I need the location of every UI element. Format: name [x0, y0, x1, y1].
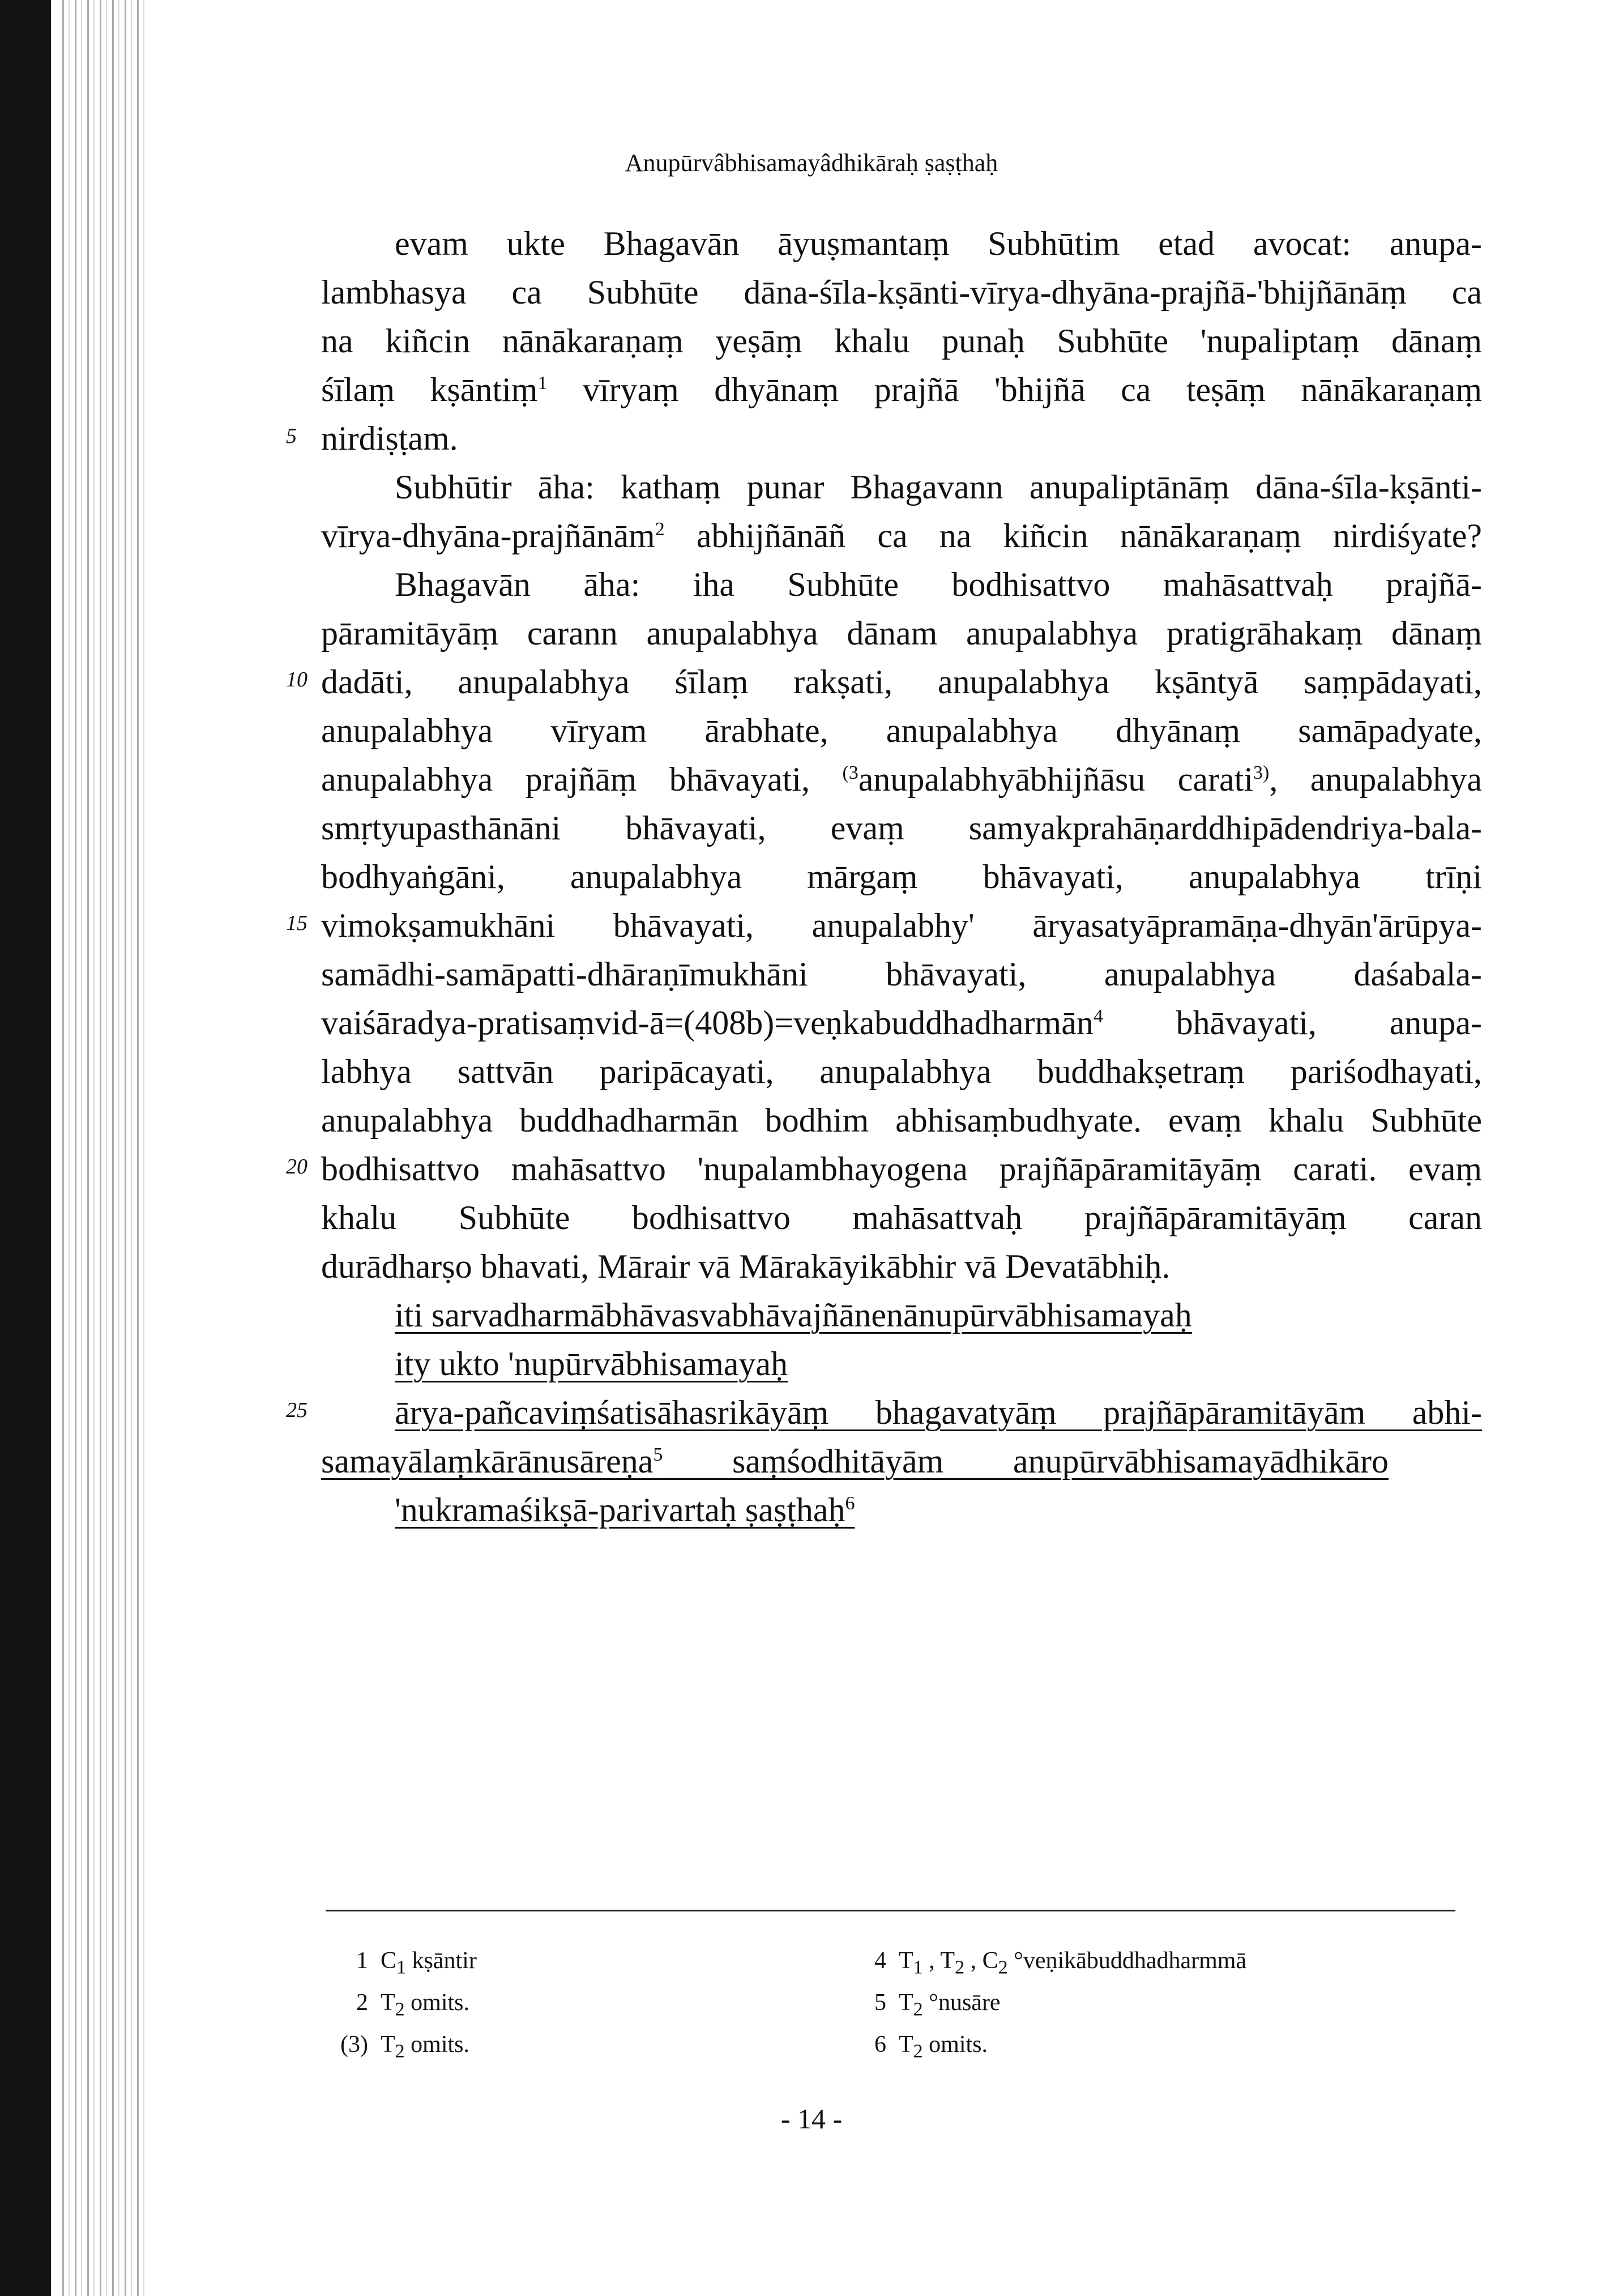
colophon-line-3: ārya-pañcaviṃśatisāhasrikāyāṃ bhagavatyāṃ prajñāpāramitāyām abhi- — [395, 1394, 1482, 1431]
line-number-10: 10 — [286, 668, 307, 692]
text-line-18: labhya sattvān paripācayati, anupalabhya buddhakṣetraṃ pariśodhayati, — [321, 1053, 1482, 1090]
footnote-ref-3-open: (3 — [842, 762, 859, 783]
text-line-15: vimokṣamukhāni bhāvayati, anupalabhy' āryasatyāpramāṇa-dhyān'ārūpya- — [321, 907, 1482, 944]
line-number-20: 20 — [286, 1155, 307, 1179]
text-line-7: vīrya-dhyāna-prajñānām$^2$ abhijñānāñ ca na kiñcin nānākaraṇaṃ nirdiśyate? — [321, 517, 1482, 554]
text-line-22: durādharṣo bhavati, Mārair vā Mārakāyikābhir vā Devatābhiḥ. — [321, 1248, 1171, 1285]
text-line-12: anupalabhya prajñāṃ bhāvayati, $^{(3}$anupalabhyābhijñāsu carati$^{3)}$, anupalabhya — [321, 761, 1482, 798]
text-line-5: nirdiṣṭam. — [321, 420, 458, 457]
footnote-ref-4: 4 — [1093, 1006, 1103, 1027]
footnote-ref-6: 6 — [845, 1493, 855, 1514]
text-line-17: vaiśāradya-pratisaṃvid-ā=(408b)=veṇkabuddhadharmān$^4$ bhāvayati, anupa- — [321, 1004, 1482, 1042]
footnote-5: 5 $T_2$ °nusāre — [874, 1990, 1001, 2020]
text-line-20: bodhisattvo mahāsattvo 'nupalambhayogena prajñāpāramitāyāṃ carati. evaṃ — [321, 1150, 1482, 1188]
footnote-2: 2 $T_2$ omits. — [356, 1990, 470, 2020]
text-line-21: khalu Subhūte bodhisattvo mahāsattvaḥ prajñāpāramitāyāṃ caran — [321, 1199, 1482, 1236]
running-header: Anupūrvâbhisamayâdhikāraḥ ṣaṣṭhaḥ — [625, 149, 998, 177]
footnote-ref-5: 5 — [653, 1444, 663, 1465]
colophon-line-5: 'nukramaśikṣā-parivartaḥ ṣaṣṭhaḥ$^6$ — [395, 1491, 855, 1529]
text-line-2: lambhasya ca Subhūte dāna-śīla-kṣānti-vīrya-dhyāna-prajñā-'bhijñānāṃ ca — [321, 274, 1482, 311]
text-line-4: śīlaṃ kṣāntiṃ$^1$ vīryaṃ dhyānaṃ prajñā 'bhijñā ca teṣāṃ nānākaraṇaṃ — [321, 371, 1483, 408]
scan-shadow-edge — [0, 0, 51, 2296]
text-line-6: Subhūtir āha: kathaṃ punar Bhagavann anupaliptānāṃ dāna-śīla-kṣānti- — [395, 468, 1482, 506]
line-number-5: 5 — [286, 424, 297, 448]
line-number-15: 15 — [286, 911, 307, 935]
colophon-line-1: iti sarvadharmābhāvasvabhāvajñānenānupūrvābhisamayaḥ — [395, 1296, 1192, 1334]
footnote-4: 4 $T_1$ , $T_2$ , $C_2$ °veṇikābuddhadharmmā — [874, 1948, 1247, 1978]
line-number-25: 25 — [286, 1398, 307, 1422]
text-line-3: na kiñcin nānākaraṇaṃ yeṣāṃ khalu punaḥ Subhūte 'nupaliptaṃ dānaṃ — [321, 322, 1482, 360]
text-line-14: bodhyaṅgāni, anupalabhya mārgaṃ bhāvayati, anupalabhya trīṇi — [321, 858, 1482, 895]
page-number: - 14 - — [780, 2103, 843, 2135]
footnote-6: 6 $T_2$ omits. — [874, 2032, 988, 2062]
text-line-8: Bhagavān āha: iha Subhūte bodhisattvo mahāsattvaḥ prajñā- — [395, 566, 1482, 603]
text-line-9: pāramitāyāṃ carann anupalabhya dānam anupalabhya pratigrāhakaṃ dānaṃ — [321, 614, 1482, 652]
text-line-16: samādhi-samāpatti-dhāraṇīmukhāni bhāvayati, anupalabhya daśabala- — [321, 955, 1482, 993]
footnote-3: (3) $T_2$ omits. — [340, 2032, 470, 2062]
scan-binding-lines — [62, 0, 147, 2296]
text-line-10: dadāti, anupalabhya śīlaṃ rakṣati, anupalabhya kṣāntyā saṃpādayati, — [321, 663, 1482, 701]
footnote-1: 1 $C_1$ kṣāntir — [356, 1948, 477, 1978]
text-line-13: smṛtyupasthānāni bhāvayati, evaṃ samyakprahāṇarddhipādendriya-bala- — [321, 809, 1482, 847]
text-line-19: anupalabhya buddhadharmān bodhim abhisaṃbudhyate. evaṃ khalu Subhūte — [321, 1102, 1482, 1139]
text-line-11: anupalabhya vīryam ārabhate, anupalabhya dhyānaṃ samāpadyate, — [321, 712, 1482, 749]
footnote-ref-1: 1 — [537, 373, 548, 394]
footnote-ref-2: 2 — [655, 519, 665, 540]
colophon-line-2: ity ukto 'nupūrvābhisamayaḥ — [395, 1345, 788, 1382]
text-line-1: evam ukte Bhagavān āyuṣmantaṃ Subhūtim etad avocat: anupa- — [395, 225, 1482, 262]
footnote-ref-3-close: 3) — [1253, 762, 1270, 783]
colophon-line-4: samayālaṃkārānusāreṇa$^5$ saṃśodhitāyām anupūrvābhisamayādhikāro — [321, 1443, 1389, 1480]
footnote-rule — [326, 1910, 1455, 1911]
